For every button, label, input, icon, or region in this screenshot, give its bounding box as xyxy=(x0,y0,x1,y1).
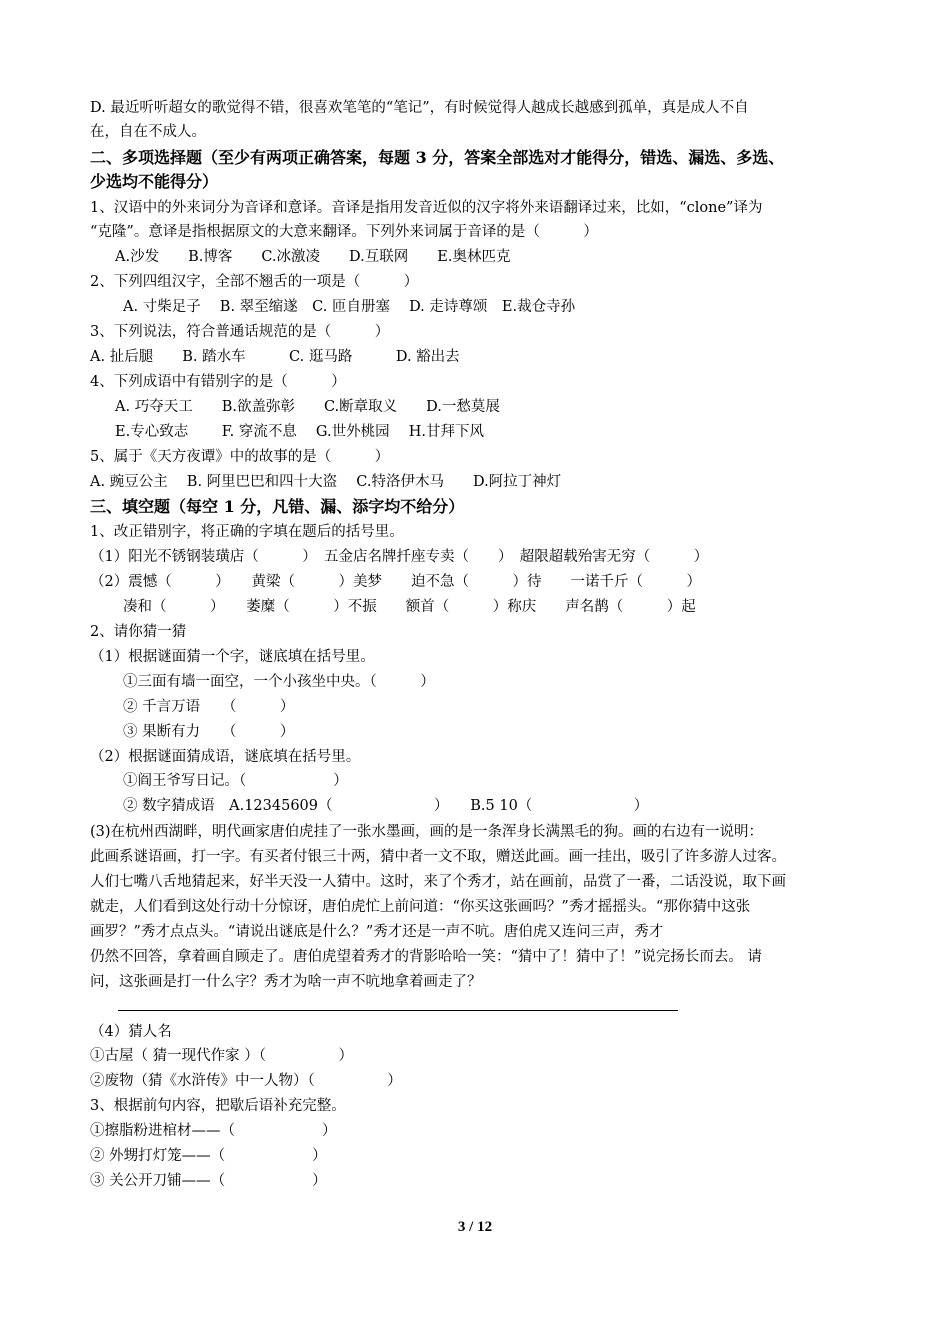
text-line: ③ 果断有力 （ ） xyxy=(123,724,295,740)
text-line: 画罗？”秀才点点头。“请说出谜底是什么？”秀才还是一声不吭。唐伯虎又连问三声，秀才 xyxy=(90,924,664,940)
text-line: 此画系谜语画，打一字。有买者付银三十两，猜中者一文不取，赠送此画。画一挂出，吸引了许多游人过客。 xyxy=(90,849,786,865)
text-line: ①阎王爷写日记。（ ） xyxy=(123,773,348,789)
text-line: A.沙发 B.博客 C.冰激凌 D.互联网 E.奥林匹克 xyxy=(115,249,511,265)
section-heading: 三、填空题（每空 1 分，凡错、漏、添字均不给分） xyxy=(90,497,465,516)
text-line: 人们七嘴八舌地猜起来，好半天没一人猜中。这时，来了个秀才，站在画前，品赏了一番，二话没说，取下画 xyxy=(90,874,786,890)
answer-line xyxy=(118,1010,678,1011)
text-line: (3)在杭州西湖畔，明代画家唐伯虎挂了一张水墨画，画的是一条浑身长满黑毛的狗。画的右边有一说明： xyxy=(90,824,764,840)
section-heading: 少选均不能得分） xyxy=(90,172,219,191)
text-line: ② 外甥打灯笼——（ ） xyxy=(90,1148,327,1164)
text-line: （2）震憾（ ） 黄梁（ ）美梦 迫不急（ ）待 一诺千斤（ ） xyxy=(90,574,701,590)
text-line: ③ 关公开刀铺——（ ） xyxy=(90,1173,327,1189)
text-line: 5、属于《天方夜谭》中的故事的是（ ） xyxy=(90,449,390,465)
text-line: （4）猜人名 xyxy=(90,1024,172,1040)
text-line: 仍然不回答，拿着画自顾走了。唐伯虎望着秀才的背影哈哈一笑：“猜中了！猜中了！”说完扬长而去。 请 xyxy=(90,949,762,965)
text-line: ①擦脂粉进棺材——（ ） xyxy=(90,1123,337,1139)
text-line: A. 寸柴足子 B. 翠至缩遂 C. 匝自册塞 D. 走诗尊颂 E.裁仓寺孙 xyxy=(123,299,576,315)
text-line: A. 巧夺天工 B.欲盖弥彰 C.断章取义 D.一愁莫展 xyxy=(115,399,500,415)
page-number: 3 / 12 xyxy=(457,1219,493,1235)
text-line: 问，这张画是打一什么字？秀才为啥一声不吭地拿着画走了？ xyxy=(90,974,482,990)
text-line: ② 数字猜成语 A.12345609（ ） B.5 10（ ） xyxy=(123,798,649,814)
text-line: ①三面有墙一面空，一个小孩坐中央。（ ） xyxy=(123,674,435,690)
text-line: ①古屋（ 猜一现代作家 ）（ ） xyxy=(90,1048,353,1064)
text-line: （1）根据谜面猜一个字，谜底填在括号里。 xyxy=(90,649,375,665)
text-line: 凑和（ ） 萎糜（ ）不振 额首（ ）称庆 声名鹊（ ）起 xyxy=(123,599,696,615)
text-line: E.专心致志 F. 穿流不息 G.世外桃园 H.甘拜下风 xyxy=(115,424,484,440)
text-line: 4、下列成语中有错别字的是（ ） xyxy=(90,374,346,390)
text-line: A. 豌豆公主 B. 阿里巴巴和四十大盗 C.特洛伊木马 D.阿拉丁神灯 xyxy=(90,474,562,490)
text-line: （1）阳光不锈钢装璜店（ ） 五金店名牌扦座专卖（ ） 超限超载殆害无穷（ ） xyxy=(90,549,709,565)
text-line: ②废物（猜《水浒传》中一人物）（ ） xyxy=(90,1073,402,1089)
section-heading: 二、多项选择题（至少有两项正确答案，每题 3 分，答案全部选对才能得分，错选、漏选、多选、 xyxy=(90,148,785,167)
text-line: 2、下列四组汉字，全部不翘舌的一项是（ ） xyxy=(90,274,419,290)
text-line: 1、改正错别字，将正确的字填在题后的括号里。 xyxy=(90,524,404,540)
text-line: （2）根据谜面猜成语，谜底填在括号里。 xyxy=(90,749,361,765)
text-line: 1、汉语中的外来词分为音译和意译。音译是指用发音近似的汉字将外来语翻译过来，比如，“clone”译为 xyxy=(90,200,763,216)
text-line: 在，自在不成人。 xyxy=(90,124,206,140)
text-line: A. 扯后腿 B. 踏水车 C. 逛马路 D. 豁出去 xyxy=(90,349,460,365)
text-line: 2、请你猜一猜 xyxy=(90,624,187,640)
text-line: 就走，人们看到这处行动十分惊讶，唐伯虎忙上前问道：“你买这张画吗？”秀才摇摇头。“那你猜中这张 xyxy=(90,899,751,915)
text-line: “克隆”。意译是指根据原文的大意来翻译。下列外来词属于音译的是（ ） xyxy=(90,224,598,240)
text-line: 3、根据前句内容，把歇后语补充完整。 xyxy=(90,1098,346,1114)
text-line: 3、下列说法，符合普通话规范的是（ ） xyxy=(90,324,390,340)
text-line: D. 最近听听超女的歌觉得不错，很喜欢笔笔的“笔记”，有时候觉得人越成长越感到孤单，真是成人不自 xyxy=(90,100,749,116)
text-line: ② 千言万语 （ ） xyxy=(123,699,295,715)
